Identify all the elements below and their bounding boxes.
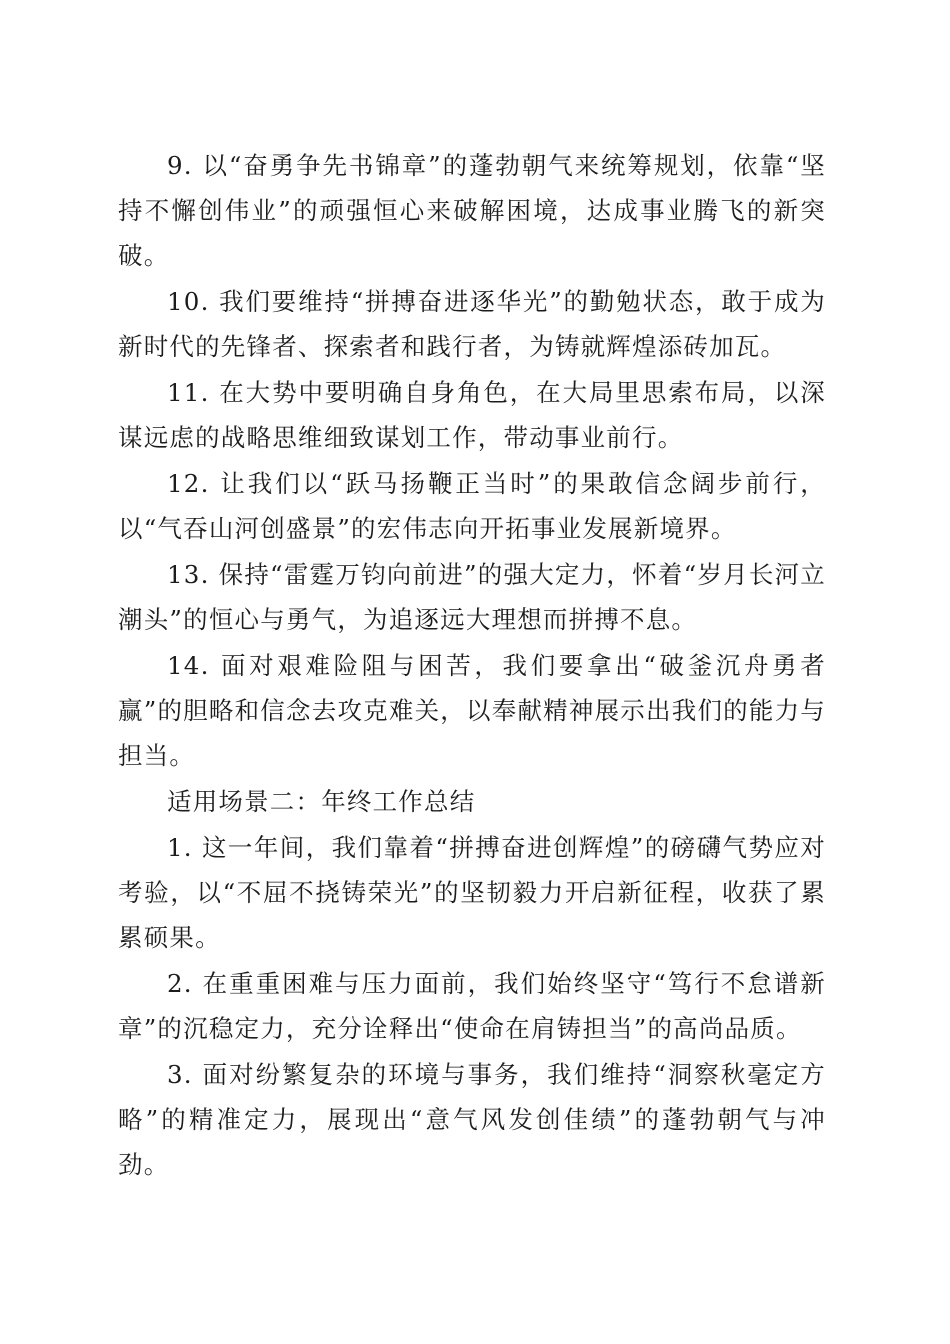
summary-item-1: 1. 这一年间，我们靠着“拼搏奋进创辉煌”的磅礴气势应对考验，以“不屈不挠铸荣光”的坚韧毅力开启新征程，收获了累累硕果。 (118, 833, 826, 952)
list-item-9: 9. 以“奋勇争先书锦章”的蓬勃朝气来统筹规划，依靠“坚持不懈创伟业”的顽强恒心来破解困境，达成事业腾飞的新突破。 (118, 151, 826, 270)
document-body (118, 143, 826, 1188)
list-item-13: 13. 保持“雷霆万钧向前进”的强大定力，怀着“岁月长河立潮头”的恒心与勇气，为追逐远大理想而拼搏不息。 (118, 560, 826, 634)
list-item-14: 14. 面对艰难险阻与困苦，我们要拿出“破釜沉舟勇者赢”的胆略和信念去攻克难关，以奉献精神展示出我们的能力与担当。 (118, 651, 826, 770)
list-item-11: 11. 在大势中要明确自身角色，在大局里思索布局，以深谋远虑的战略思维细致谋划工作，带动事业前行。 (118, 378, 826, 452)
list-item-10: 10. 我们要维持“拼搏奋进逐华光”的勤勉状态，敢于成为新时代的先锋者、探索者和践行者，为铸就辉煌添砖加瓦。 (118, 287, 826, 361)
summary-item-3: 3. 面对纷繁复杂的环境与事务，我们维持“洞察秋毫定方略”的精准定力，展现出“意气风发创佳绩”的蓬勃朝气与冲劲。 (118, 1060, 826, 1179)
list-item-12: 12. 让我们以“跃马扬鞭正当时”的果敢信念阔步前行，以“气吞山河创盛景”的宏伟志向开拓事业发展新境界。 (118, 469, 826, 543)
section-heading: 适用场景二：年终工作总结 (167, 787, 476, 816)
summary-item-2: 2. 在重重困难与压力面前，我们始终坚守“笃行不怠谱新章”的沉稳定力，充分诠释出“使命在肩铸担当”的高尚品质。 (118, 969, 826, 1043)
